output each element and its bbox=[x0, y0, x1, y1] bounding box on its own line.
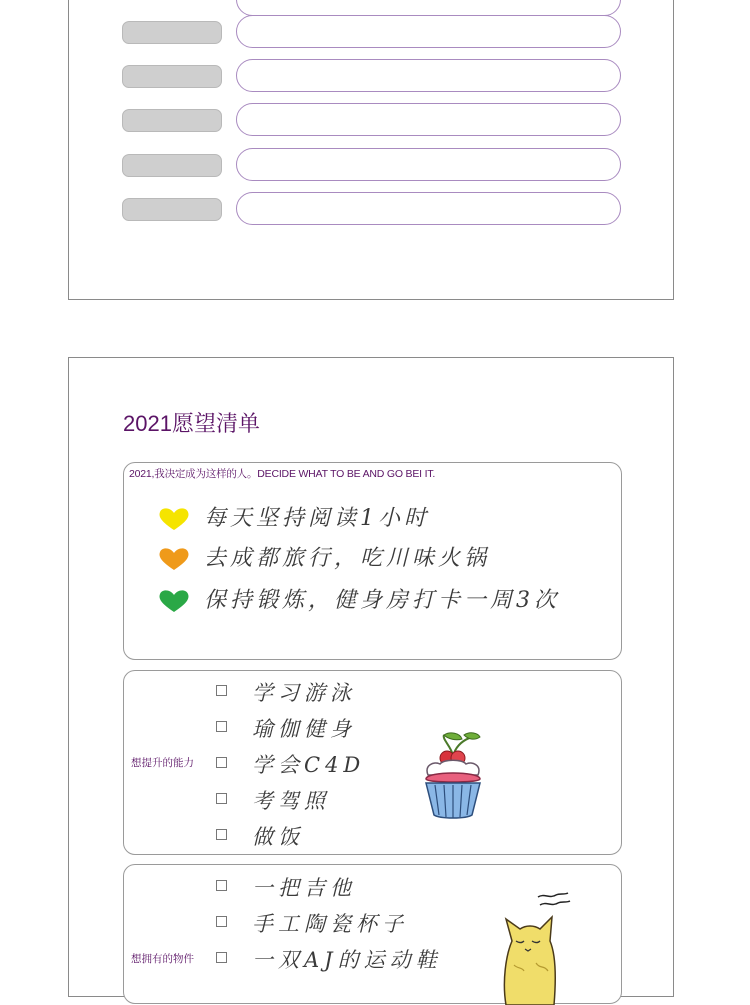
form-panel bbox=[68, 0, 674, 300]
cupcake-illustration bbox=[420, 731, 486, 823]
wish-text: 保持锻炼，健身房打卡一周3次 bbox=[204, 588, 560, 613]
abilities-box bbox=[123, 670, 622, 855]
checkbox-icon[interactable] bbox=[216, 721, 227, 732]
form-label-placeholder bbox=[122, 109, 222, 132]
wish-item bbox=[158, 541, 618, 575]
checkbox-icon[interactable] bbox=[216, 793, 227, 804]
form-label-placeholder bbox=[122, 154, 222, 177]
form-input[interactable] bbox=[236, 0, 621, 16]
form-input[interactable] bbox=[236, 192, 621, 225]
wish-text: 每天坚持阅读1小时 bbox=[204, 506, 430, 531]
cat-illustration bbox=[492, 885, 588, 1005]
intro-text: 2021,我决定成为这样的人。DECIDE WHAT TO BE AND GO BEI IT. bbox=[129, 468, 436, 480]
checklist-text: 手工陶瓷杯子 bbox=[252, 912, 408, 936]
checkbox-icon[interactable] bbox=[216, 952, 227, 963]
checklist-item[interactable] bbox=[216, 677, 476, 705]
checklist-text: 一双AJ的运动鞋 bbox=[252, 948, 442, 972]
checkbox-icon[interactable] bbox=[216, 685, 227, 696]
checkbox-icon[interactable] bbox=[216, 829, 227, 840]
possessions-box bbox=[123, 864, 622, 1004]
checklist-item[interactable] bbox=[216, 908, 476, 936]
wish-text: 去成都旅行，吃川味火锅 bbox=[204, 546, 491, 571]
checklist-item[interactable] bbox=[216, 944, 476, 972]
form-row bbox=[122, 103, 622, 137]
form-input[interactable] bbox=[236, 148, 621, 181]
checklist-text: 学习游泳 bbox=[252, 681, 356, 705]
page-title: 2021愿望清单 bbox=[123, 411, 260, 436]
checklist-text: 学会C4D bbox=[252, 753, 366, 777]
form-row bbox=[122, 15, 622, 49]
form-label-placeholder bbox=[122, 65, 222, 88]
wish-item bbox=[158, 501, 618, 535]
wishes-box bbox=[123, 462, 622, 660]
wish-item bbox=[158, 583, 618, 617]
form-row bbox=[122, 59, 622, 93]
heart-icon bbox=[158, 589, 190, 613]
form-input[interactable] bbox=[236, 15, 621, 48]
form-input[interactable] bbox=[236, 59, 621, 92]
section-label: 想拥有的物件 bbox=[131, 953, 194, 965]
form-row bbox=[122, 192, 622, 226]
form-label-placeholder bbox=[122, 21, 222, 44]
checklist-text: 瑜伽健身 bbox=[252, 717, 356, 741]
checkbox-icon[interactable] bbox=[216, 757, 227, 768]
checklist-text: 一把吉他 bbox=[252, 876, 356, 900]
checklist-item[interactable] bbox=[216, 872, 476, 900]
wish-list-panel bbox=[68, 357, 674, 997]
form-input[interactable] bbox=[236, 103, 621, 136]
heart-icon bbox=[158, 547, 190, 571]
form-row bbox=[122, 148, 622, 182]
heart-icon bbox=[158, 507, 190, 531]
checkbox-icon[interactable] bbox=[216, 880, 227, 891]
checklist-item[interactable] bbox=[216, 821, 476, 849]
form-label-placeholder bbox=[122, 198, 222, 221]
checklist-text: 做饭 bbox=[252, 825, 304, 849]
checkbox-icon[interactable] bbox=[216, 916, 227, 927]
checklist-text: 考驾照 bbox=[252, 789, 330, 813]
section-label: 想提升的能力 bbox=[131, 757, 194, 769]
